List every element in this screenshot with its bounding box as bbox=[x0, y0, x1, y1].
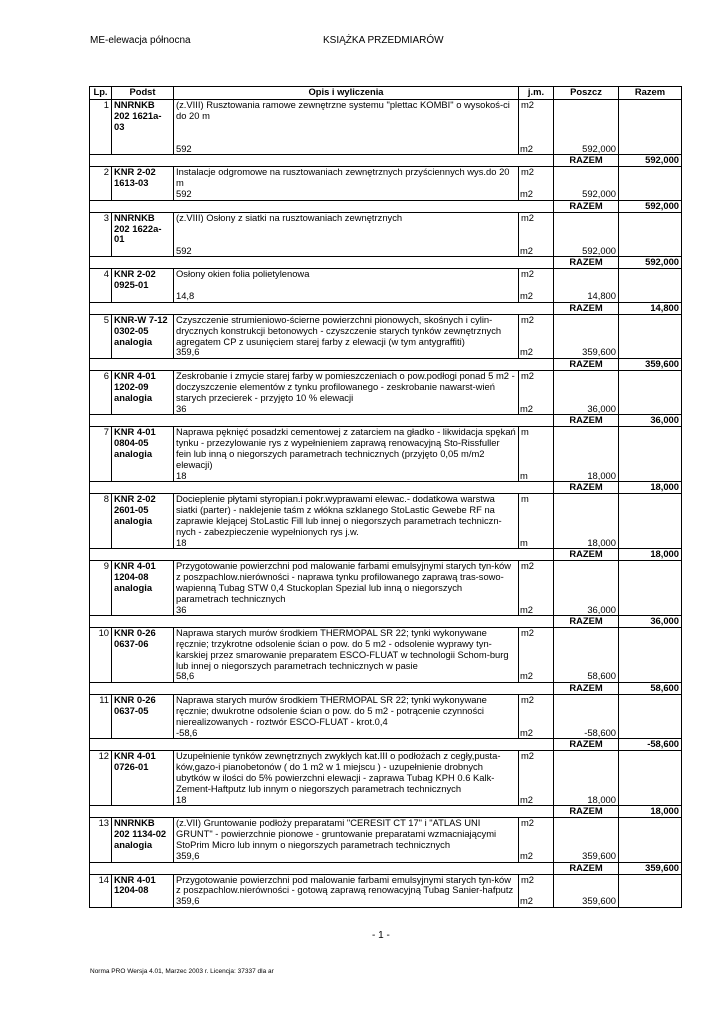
item-unit: m2 bbox=[521, 211, 535, 223]
summary-label: RAZEM bbox=[554, 806, 619, 818]
item-unit-cell bbox=[519, 561, 554, 616]
item-summary-row bbox=[90, 806, 682, 818]
item-description: Przygotowanie powierzchni pod malowanie farbami emulsyjnymi starych tyn-ków z poszpachlow.nierówności - naprawa tynku profilowanego zaprawą tras-sowo-wapienną Tubag STW 0,4 Stuckoplan Spezial lub inną o niegorszych parametrach technicznych bbox=[176, 560, 512, 604]
item-unit-cell bbox=[519, 751, 554, 806]
table-header-row bbox=[90, 87, 682, 100]
item-number: 4 bbox=[90, 269, 112, 303]
spacer bbox=[176, 122, 516, 144]
item-total-empty bbox=[619, 818, 682, 862]
item-description-cell bbox=[174, 695, 519, 739]
summary-empty bbox=[90, 257, 554, 269]
item-unit: m2 bbox=[521, 750, 535, 762]
summary-total: 592,000 bbox=[619, 257, 682, 269]
summary-total: 14,800 bbox=[619, 302, 682, 314]
item-unit-cell bbox=[519, 628, 554, 683]
item-description-cell bbox=[174, 371, 519, 415]
item-calculation: 359,6 bbox=[176, 346, 200, 358]
summary-label: RAZEM bbox=[554, 616, 619, 628]
summary-empty bbox=[90, 302, 554, 314]
item-quantity: 359,600 bbox=[582, 346, 616, 358]
summary-total: 359,600 bbox=[619, 862, 682, 874]
summary-empty bbox=[90, 482, 554, 494]
item-description: Naprawa starych murów środkiem THERMOPAL SR 22; tynki wykonywane ręcznie; trzykrotne odsolenie ścian o pow. do 5 m2 - odsolenie wyprawy tyn-karskiej przez smarowanie preparatem ESCO-FLUAT w technologii Schom-burg lub innej o niegorszych parametrach technicznych w pasie bbox=[176, 627, 509, 671]
item-description: Osłony okien folia polietylenowa bbox=[176, 268, 310, 280]
item-unit-cell bbox=[519, 494, 554, 549]
item-quantity: 18,000 bbox=[587, 469, 616, 481]
item-basis-code: KNR 4-01 0726-01 bbox=[112, 751, 174, 806]
item-unit-cell bbox=[519, 371, 554, 415]
summary-empty bbox=[90, 155, 554, 167]
item-quantity: 18,000 bbox=[587, 793, 616, 805]
item-total-empty bbox=[619, 695, 682, 739]
summary-empty bbox=[90, 806, 554, 818]
item-total-empty bbox=[619, 100, 682, 155]
summary-empty bbox=[90, 616, 554, 628]
item-quantity-cell bbox=[554, 427, 619, 482]
item-description-cell bbox=[174, 427, 519, 482]
item-unit: m2 bbox=[521, 873, 535, 885]
item-number: 9 bbox=[90, 561, 112, 616]
item-total-empty bbox=[619, 751, 682, 806]
item-description: Zeskrobanie i zmycie starej farby w pomieszczeniach o pow.podłogi ponad 5 m2 - doczyszczenie elementów z tynku profilowanego - zeskrobanie nawarst-wień starych przecierek - przyjęto 10 % elewacji bbox=[176, 370, 515, 403]
item-description-cell bbox=[174, 212, 519, 257]
summary-empty bbox=[90, 415, 554, 427]
item-unit-cell bbox=[519, 314, 554, 358]
item-description-cell bbox=[174, 818, 519, 862]
summary-total: -58,600 bbox=[619, 739, 682, 751]
item-calc-unit: m2 bbox=[520, 402, 534, 414]
item-quantity: 36,000 bbox=[587, 603, 616, 615]
item-basis-code: NNRNKB 202 1134-02 analogia bbox=[112, 818, 174, 862]
item-summary-row bbox=[90, 359, 682, 371]
document-title: KSIĄŻKA PRZEDMIARÓW bbox=[323, 35, 444, 46]
item-quantity: 18,000 bbox=[587, 536, 616, 548]
item-calc-unit: m2 bbox=[520, 895, 534, 907]
item-summary-row bbox=[90, 302, 682, 314]
item-basis-code: KNR 2-02 1613-03 bbox=[112, 167, 174, 200]
item-unit-cell bbox=[519, 167, 554, 200]
item-unit-cell bbox=[519, 818, 554, 862]
item-row bbox=[90, 100, 682, 155]
item-calculation: 18 bbox=[176, 469, 187, 481]
summary-total: 18,000 bbox=[619, 549, 682, 561]
item-description-cell bbox=[174, 874, 519, 907]
item-total-empty bbox=[619, 494, 682, 549]
summary-label: RAZEM bbox=[554, 200, 619, 212]
item-calc-unit: m2 bbox=[520, 726, 534, 738]
item-summary-row bbox=[90, 200, 682, 212]
item-unit: m2 bbox=[521, 817, 535, 829]
item-description: (z.VII) Gruntowanie podłoży preparatami "CERESIT CT 17" i "ATLAS UNI GRUNT" - powierzchnie pionowe - gruntowanie preparatami wzmacniającymi StoPrim Micro lub innym o niegorszych parametrach technicznych bbox=[176, 817, 497, 851]
item-number: 14 bbox=[90, 874, 112, 907]
item-unit: m2 bbox=[521, 370, 535, 382]
item-quantity-cell bbox=[554, 751, 619, 806]
item-number: 8 bbox=[90, 494, 112, 549]
summary-label: RAZEM bbox=[554, 549, 619, 561]
summary-empty bbox=[90, 549, 554, 561]
item-calc-unit: m2 bbox=[520, 346, 534, 358]
item-number: 3 bbox=[90, 212, 112, 257]
item-quantity-cell bbox=[554, 167, 619, 200]
item-summary-row bbox=[90, 862, 682, 874]
item-row bbox=[90, 314, 682, 358]
item-number: 2 bbox=[90, 167, 112, 200]
item-calc-unit: m2 bbox=[520, 244, 534, 256]
item-calculation: 36 bbox=[176, 603, 187, 615]
item-description-cell bbox=[174, 314, 519, 358]
item-basis-code: NNRNKB 202 1622a-01 bbox=[112, 212, 174, 257]
item-description: Czyszczenie strumieniowo-ścierne powierzchni pionowych, skośnych i cylin-drycznych konstrukcji betonowych - czyszczenie starych tynków zewnętrznych agregatem CP z usunięciem starej farby z elewacji (w tym antygraffiti) bbox=[176, 313, 502, 347]
item-quantity: 359,600 bbox=[582, 895, 616, 907]
item-calc-unit: m2 bbox=[520, 603, 534, 615]
item-quantity: 58,600 bbox=[587, 670, 616, 682]
item-row bbox=[90, 695, 682, 739]
item-total-empty bbox=[619, 628, 682, 683]
item-description-cell bbox=[174, 628, 519, 683]
item-number: 7 bbox=[90, 427, 112, 482]
item-quantity-cell bbox=[554, 314, 619, 358]
item-basis-code: KNR-W 7-12 0302-05 analogia bbox=[112, 314, 174, 358]
summary-empty bbox=[90, 739, 554, 751]
summary-label: RAZEM bbox=[554, 862, 619, 874]
item-calculation: 592 bbox=[176, 244, 192, 256]
item-unit: m2 bbox=[521, 313, 535, 325]
item-quantity-cell bbox=[554, 494, 619, 549]
item-basis-code: NNRNKB 202 1621a-03 bbox=[112, 100, 174, 155]
item-description: Przygotowanie powierzchni pod malowanie farbami emulsyjnymi starych tyn-ków z poszpachlow.nierówności - gotową zaprawą renowacyjną Tubag Sanier-hafputz bbox=[176, 873, 514, 896]
item-unit: m2 bbox=[521, 627, 535, 639]
item-calculation: 36 bbox=[176, 402, 187, 414]
bill-of-quantities-table bbox=[89, 86, 682, 908]
summary-empty bbox=[90, 862, 554, 874]
summary-label: RAZEM bbox=[554, 359, 619, 371]
item-basis-code: KNR 0-26 0637-05 bbox=[112, 695, 174, 739]
item-quantity-cell bbox=[554, 212, 619, 257]
col-header-podstawa: Podst bbox=[112, 87, 174, 100]
item-number: 6 bbox=[90, 371, 112, 415]
item-calculation: 359,6 bbox=[176, 849, 200, 861]
item-unit: m2 bbox=[521, 166, 535, 178]
spacer bbox=[176, 280, 516, 291]
item-number: 11 bbox=[90, 695, 112, 739]
item-description-cell bbox=[174, 751, 519, 806]
item-row bbox=[90, 167, 682, 200]
item-row bbox=[90, 269, 682, 303]
summary-total: 18,000 bbox=[619, 806, 682, 818]
col-header-opis: Opis i wyliczenia bbox=[174, 87, 519, 100]
item-quantity-cell bbox=[554, 100, 619, 155]
item-description-cell bbox=[174, 561, 519, 616]
item-unit-cell bbox=[519, 269, 554, 303]
item-description-cell bbox=[174, 167, 519, 200]
item-description: Uzupełnienie tynków zewnętrznych zwykłych kat.III o podłożach z cegły,pusta-ków,gazo-i pianobetonów ( do 1 m2 w 1 miejscu ) - uzupełnienie drobnych ubytków w ilości do 5% powierzchni elewacji - zaprawa Tubag KPH 0.6 Kalk-Zement-Haftputz lub innym o niegorszych parametrach technicznych bbox=[176, 750, 501, 794]
item-description: Naprawa pęknięć posadzki cementowej z zatarciem na gładko - likwidacja spękań tynku - przezylowanie rys z wypełnieniem zaprawą renowacyjną Sto-Rissfuller fein lub inną o niegorszych parametrach technicznych (przyjęto 0,05 m/m2 elewacji) bbox=[176, 426, 516, 470]
item-unit: m bbox=[521, 426, 529, 438]
item-calculation: 592 bbox=[176, 187, 192, 199]
item-unit: m2 bbox=[521, 99, 535, 110]
item-summary-row bbox=[90, 683, 682, 695]
item-quantity: 36,000 bbox=[587, 402, 616, 414]
item-quantity-cell bbox=[554, 561, 619, 616]
col-header-jm: j.m. bbox=[519, 87, 554, 100]
spacer bbox=[176, 224, 516, 246]
item-total-empty bbox=[619, 167, 682, 200]
item-row bbox=[90, 371, 682, 415]
document-subtitle: ME-elewacja północna bbox=[90, 35, 191, 46]
col-header-lp: Lp. bbox=[90, 87, 112, 100]
item-number: 10 bbox=[90, 628, 112, 683]
item-row bbox=[90, 212, 682, 257]
item-basis-code: KNR 2-02 2601-05 analogia bbox=[112, 494, 174, 549]
summary-empty bbox=[90, 683, 554, 695]
item-number: 1 bbox=[90, 100, 112, 155]
item-calc-unit: m2 bbox=[520, 793, 534, 805]
summary-label: RAZEM bbox=[554, 302, 619, 314]
item-unit-cell bbox=[519, 874, 554, 907]
item-summary-row bbox=[90, 415, 682, 427]
summary-total: 18,000 bbox=[619, 482, 682, 494]
item-description-cell bbox=[174, 269, 519, 303]
item-calculation: -58,6 bbox=[176, 726, 198, 738]
item-basis-code: KNR 0-26 0637-06 bbox=[112, 628, 174, 683]
item-unit-cell bbox=[519, 695, 554, 739]
item-calculation: 58,6 bbox=[176, 670, 195, 682]
item-unit-cell bbox=[519, 100, 554, 155]
summary-total: 592,000 bbox=[619, 200, 682, 212]
item-summary-row bbox=[90, 549, 682, 561]
summary-empty bbox=[90, 200, 554, 212]
item-unit: m2 bbox=[521, 560, 535, 572]
item-unit-cell bbox=[519, 427, 554, 482]
summary-label: RAZEM bbox=[554, 415, 619, 427]
summary-label: RAZEM bbox=[554, 257, 619, 269]
item-basis-code: KNR 4-01 1204-08 bbox=[112, 874, 174, 907]
item-row bbox=[90, 427, 682, 482]
summary-label: RAZEM bbox=[554, 739, 619, 751]
col-header-razem: Razem bbox=[619, 87, 682, 100]
item-description: (z.VIII) Osłony z siatki na rusztowaniach zewnętrznych bbox=[176, 211, 403, 223]
item-unit: m2 bbox=[521, 268, 535, 280]
item-calc-unit: m bbox=[520, 536, 528, 548]
item-basis-code: KNR 2-02 0925-01 bbox=[112, 269, 174, 303]
software-footer: Norma PRO Wersja 4.01, Marzec 2003 r. Licencja: 37337 dla ar bbox=[90, 968, 274, 975]
item-quantity-cell bbox=[554, 628, 619, 683]
summary-total: 36,000 bbox=[619, 415, 682, 427]
item-total-empty bbox=[619, 269, 682, 303]
item-quantity-cell bbox=[554, 269, 619, 303]
item-row bbox=[90, 818, 682, 862]
item-unit: m bbox=[521, 493, 529, 505]
item-row bbox=[90, 874, 682, 907]
item-total-empty bbox=[619, 561, 682, 616]
item-unit: m2 bbox=[521, 694, 535, 706]
item-calculation: 359,6 bbox=[176, 895, 200, 907]
item-quantity-cell bbox=[554, 695, 619, 739]
item-total-empty bbox=[619, 314, 682, 358]
item-basis-code: KNR 4-01 1202-09 analogia bbox=[112, 371, 174, 415]
item-calc-unit: m2 bbox=[520, 670, 534, 682]
item-basis-code: KNR 4-01 1204-08 analogia bbox=[112, 561, 174, 616]
item-quantity: 359,600 bbox=[582, 849, 616, 861]
item-calculation: 592 bbox=[176, 142, 192, 154]
item-quantity: 592,000 bbox=[582, 142, 616, 154]
summary-total: 36,000 bbox=[619, 616, 682, 628]
item-summary-row bbox=[90, 739, 682, 751]
item-unit-cell bbox=[519, 212, 554, 257]
summary-label: RAZEM bbox=[554, 155, 619, 167]
item-row bbox=[90, 628, 682, 683]
item-summary-row bbox=[90, 616, 682, 628]
item-calc-unit: m2 bbox=[520, 187, 534, 199]
item-description: Naprawa starych murów środkiem THERMOPAL SR 22; tynki wykonywane ręcznie; dwukrotne odsolenie ścian o pow. do 5 m2 - potrącenie czynności nierealizowanych - roztwór ESCO-FLUAT - krot.0,4 bbox=[176, 694, 487, 727]
item-number: 13 bbox=[90, 818, 112, 862]
summary-label: RAZEM bbox=[554, 683, 619, 695]
item-calc-unit: m2 bbox=[520, 142, 534, 154]
item-total-empty bbox=[619, 427, 682, 482]
item-summary-row bbox=[90, 155, 682, 167]
item-total-empty bbox=[619, 371, 682, 415]
item-summary-row bbox=[90, 482, 682, 494]
item-description: (z.VIII) Rusztowania ramowe zewnętrzne systemu "plettac KOMBI" o wysokoś-ci do 20 m bbox=[176, 99, 510, 121]
item-quantity: 14,800 bbox=[587, 290, 616, 302]
item-description: Instalacje odgromowe na rusztowaniach zewnętrznych przyściennych wys.do 20 m bbox=[176, 166, 510, 189]
item-number: 12 bbox=[90, 751, 112, 806]
item-quantity: 592,000 bbox=[582, 244, 616, 256]
item-quantity: -58,600 bbox=[584, 726, 616, 738]
item-basis-code: KNR 4-01 0804-05 analogia bbox=[112, 427, 174, 482]
item-description: Docieplenie płytami styropian.i pokr.wyprawami elewac.- dodatkowa warstwa siatki (parter) - naklejenie taśm z włókna szklanego StoLastic Gewebe RF na zaprawie klejącej StoLastic Fill lub innej o niegorszych parametrach techniczn-nych - zabezpieczenie wypełnionych rys j.w. bbox=[176, 493, 502, 537]
item-summary-row bbox=[90, 257, 682, 269]
summary-label: RAZEM bbox=[554, 482, 619, 494]
item-quantity-cell bbox=[554, 874, 619, 907]
item-calculation: 18 bbox=[176, 536, 187, 548]
item-description-cell bbox=[174, 494, 519, 549]
summary-total: 58,600 bbox=[619, 683, 682, 695]
item-calc-unit: m2 bbox=[520, 849, 534, 861]
summary-empty bbox=[90, 359, 554, 371]
item-description-cell bbox=[174, 100, 519, 155]
item-calculation: 14,8 bbox=[176, 290, 195, 302]
item-quantity: 592,000 bbox=[582, 187, 616, 199]
summary-total: 359,600 bbox=[619, 359, 682, 371]
item-number: 5 bbox=[90, 314, 112, 358]
page-number: - 1 - bbox=[372, 930, 390, 941]
col-header-poszcz: Poszcz bbox=[554, 87, 619, 100]
item-calc-unit: m2 bbox=[520, 290, 534, 302]
item-total-empty bbox=[619, 874, 682, 907]
item-row bbox=[90, 561, 682, 616]
item-quantity-cell bbox=[554, 818, 619, 862]
item-row bbox=[90, 751, 682, 806]
item-quantity-cell bbox=[554, 371, 619, 415]
summary-total: 592,000 bbox=[619, 155, 682, 167]
item-row bbox=[90, 494, 682, 549]
item-calc-unit: m bbox=[520, 469, 528, 481]
item-total-empty bbox=[619, 212, 682, 257]
item-calculation: 18 bbox=[176, 793, 187, 805]
